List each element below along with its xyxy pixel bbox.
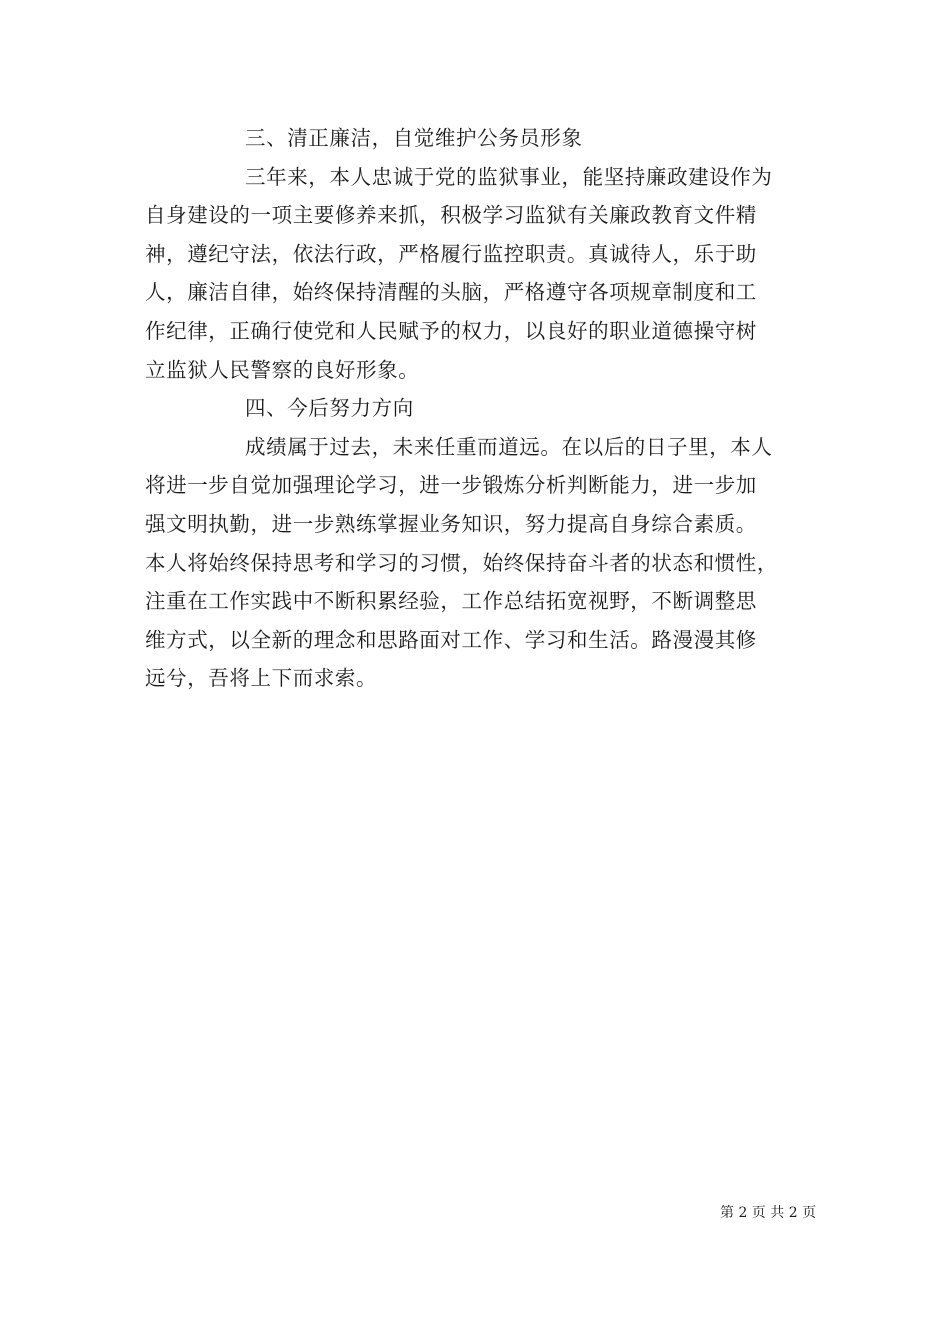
paragraph-line: 三年来，本人忠诚于党的监狱事业，能坚持廉政建设作为	[245, 164, 773, 189]
paragraph-line: 强文明执勤，进一步熟练掌握业务知识，努力提高自身综合素质。	[145, 511, 757, 536]
paragraph-line: 本人将始终保持思考和学习的习惯，始终保持奋斗者的状态和惯性，	[145, 550, 778, 575]
section-heading: 三、清正廉洁，自觉维护公务员形象	[245, 126, 583, 150]
document-body	[145, 119, 835, 698]
page-number-footer: 第 2 页 共 2 页	[720, 1205, 817, 1221]
paragraph-line: 注重在工作实践中不断积累经验，工作总结拓宽视野，不断调整思	[145, 589, 757, 614]
paragraph-line: 成绩属于过去，未来任重而道远。在以后的日子里，本人	[245, 434, 773, 459]
paragraph-line: 自身建设的一项主要修养来抓，积极学习监狱有关廉政教育文件精	[145, 203, 757, 228]
paragraph-line: 作纪律，正确行使党和人民赋予的权力，以良好的职业道德操守树	[145, 318, 757, 343]
paragraph-line: 人，廉洁自律，始终保持清醒的头脑，严格遵守各项规章制度和工	[145, 280, 757, 305]
section-heading: 四、今后努力方向	[245, 396, 414, 421]
paragraph-line: 远兮，吾将上下而求索。	[145, 666, 378, 691]
paragraph-line: 维方式，以全新的理念和思路面对工作、学习和生活。路漫漫其修	[145, 627, 757, 652]
paragraph-line: 神，遵纪守法，依法行政，严格履行监控职责。真诚待人，乐于助	[145, 241, 757, 266]
paragraph-line: 立监狱人民警察的良好形象。	[145, 357, 420, 382]
paragraph-line: 将进一步自觉加强理论学习，进一步锻炼分析判断能力，进一步加	[145, 473, 757, 498]
